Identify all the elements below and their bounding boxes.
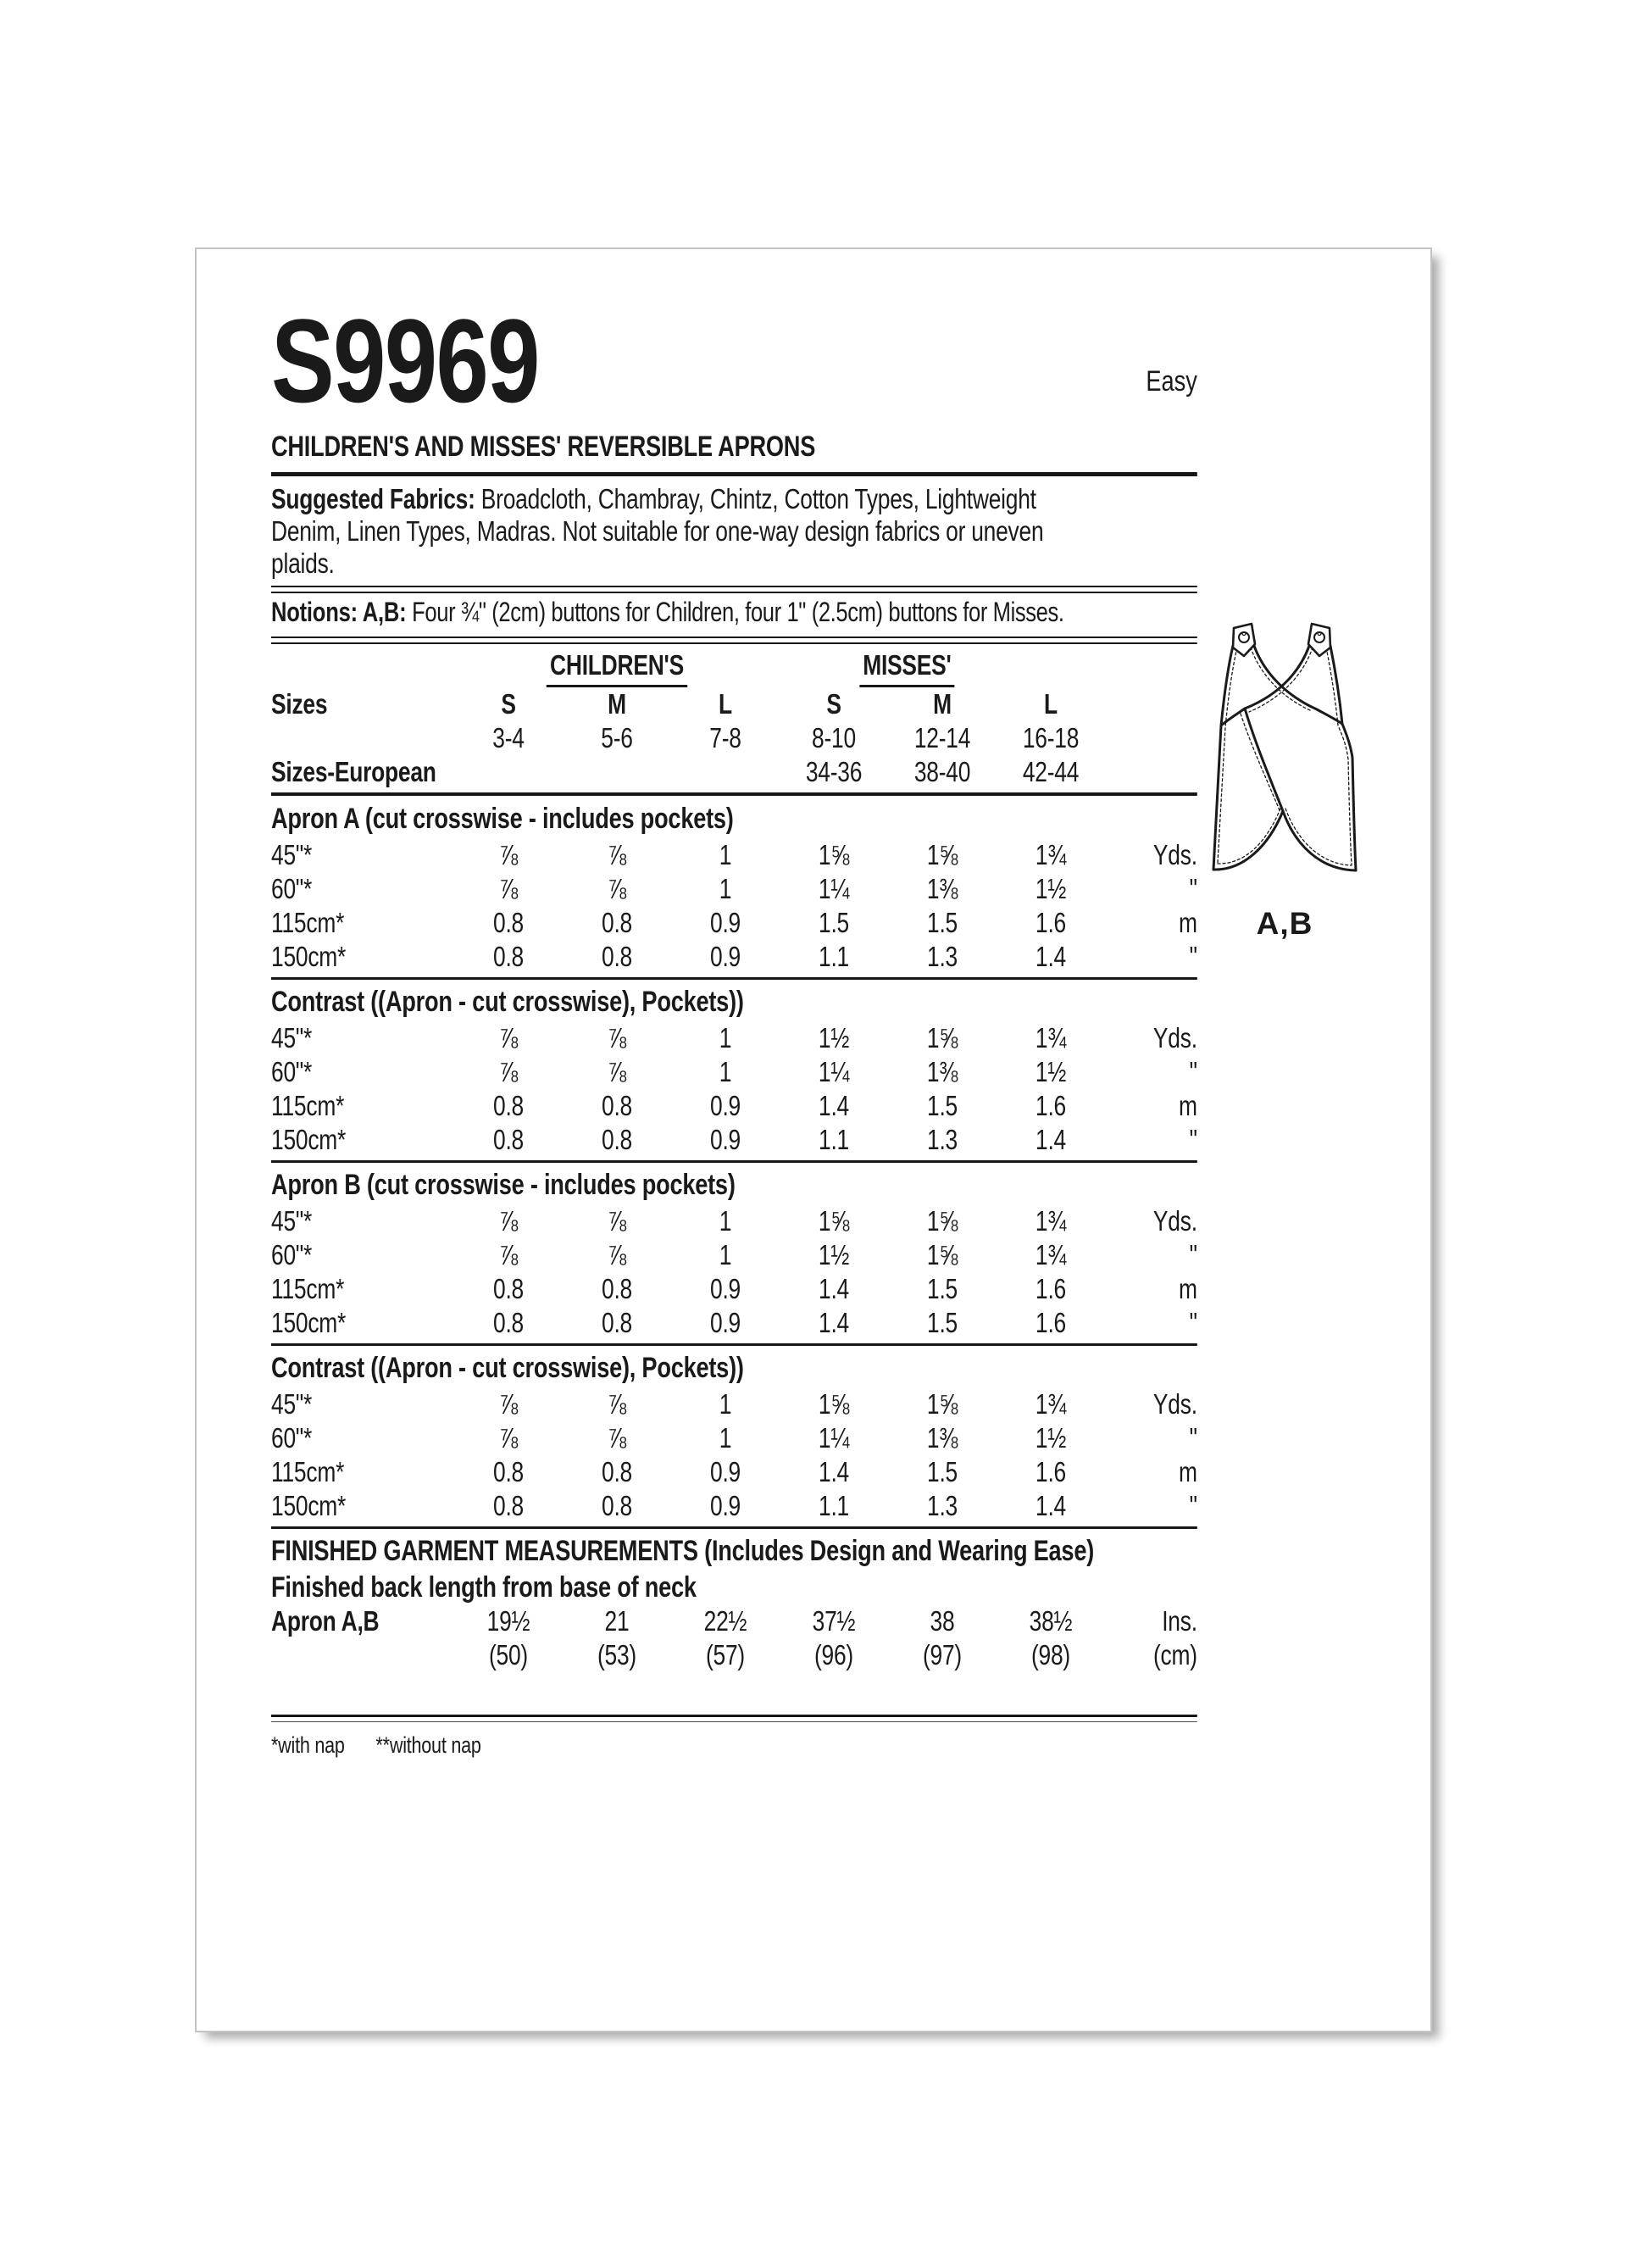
children-group-header: CHILDREN'S (454, 646, 780, 687)
table-row: 115cm* 0.8 0.8 0.9 1.4 1.5 1.6 m (271, 1090, 1197, 1121)
apron-illustration (1207, 588, 1415, 942)
fabrics-line-1: Suggested Fabrics: Broadcloth, Chambray, Chintz, Cotton Types, Lightweight (271, 483, 1036, 514)
finished-cm-row: (50) (53) (57) (96) (97) (98) (cm) (489, 1639, 1197, 1670)
garment-title: CHILDREN'S AND MISSES' REVERSIBLE APRONS (271, 431, 816, 463)
section-rule (271, 1343, 1197, 1346)
table-row: 60"* ⅞ ⅞ 1 1½ 1⅝ 1¾ " (271, 1239, 1197, 1270)
apron-views-label: A,B (1256, 906, 1313, 941)
section-rule (271, 977, 1197, 980)
yardage-table (271, 646, 1197, 1672)
misses-group-header: MISSES' (780, 646, 1105, 687)
european-sizes-row: Sizes-European 34-36 38-40 42-44 (271, 756, 1080, 787)
pattern-number: S9969 (271, 294, 539, 427)
without-nap-note: **without nap (375, 1732, 481, 1758)
sizes-row: Sizes S M L S M L (271, 688, 1058, 720)
table-row: 60"* ⅞ ⅞ 1 1¼ 1⅜ 1½ " (271, 1422, 1197, 1454)
notions-rule (271, 636, 1197, 644)
fabrics-line-3: plaids. (271, 548, 335, 579)
table-row: 60"* ⅞ ⅞ 1 1¼ 1⅜ 1½ " (271, 1056, 1197, 1087)
difficulty-label: Easy (1146, 365, 1197, 397)
title-bar (271, 249, 1197, 427)
table-row: 150cm* 0.8 0.8 0.9 1.4 1.5 1.6 " (271, 1307, 1197, 1338)
fabrics-rule (271, 586, 1197, 593)
table-row: 45"* ⅞ ⅞ 1 1⅝ 1⅝ 1¾ Yds. (271, 1388, 1197, 1420)
with-nap-note: *with nap (271, 1732, 345, 1758)
finished-inches-row: Apron A,B 19½ 21 22½ 37½ 38 38½ Ins. (271, 1605, 1197, 1637)
pattern-instruction-sheet (195, 247, 1432, 2032)
section-title-contrast-a: Contrast ((Apron - cut crosswise), Pockets)) (271, 986, 744, 1018)
section-title-apron-b: Apron B (cut crosswise - includes pockets) (271, 1169, 736, 1201)
table-row: 60"* ⅞ ⅞ 1 1¼ 1⅜ 1½ " (271, 873, 1197, 904)
table-row: 150cm* 0.8 0.8 0.9 1.1 1.3 1.4 " (271, 1124, 1197, 1155)
table-row: 115cm* 0.8 0.8 0.9 1.4 1.5 1.6 m (271, 1273, 1197, 1304)
section-rule (271, 1526, 1197, 1529)
title-rule (271, 472, 1197, 476)
table-row: 45"* ⅞ ⅞ 1 1⅝ 1⅝ 1¾ Yds. (271, 839, 1197, 870)
fabrics-line-2: Denim, Linen Types, Madras. Not suitable for one-way design fabrics or uneven (271, 515, 1044, 547)
suggested-fabrics (271, 483, 1197, 580)
notions-label: Notions: A,B: (271, 597, 407, 627)
finished-back-length-subheader: Finished back length from base of neck (271, 1571, 697, 1604)
table-row: 45"* ⅞ ⅞ 1 1½ 1⅝ 1¾ Yds. (271, 1022, 1197, 1053)
fabrics-label: Suggested Fabrics: (271, 483, 475, 514)
footnote-rule (271, 1715, 1197, 1722)
table-row: 45"* ⅞ ⅞ 1 1⅝ 1⅝ 1¾ Yds. (271, 1205, 1197, 1237)
table-row: 115cm* 0.8 0.8 0.9 1.5 1.5 1.6 m (271, 907, 1197, 938)
size-ranges-row: 3-4 5-6 7-8 8-10 12-14 16-18 (492, 722, 1080, 753)
nap-footnote (271, 1730, 1197, 1760)
section-title-apron-a: Apron A (cut crosswise - includes pockets) (271, 803, 734, 835)
section-title-contrast-b: Contrast ((Apron - cut crosswise), Pockets)) (271, 1352, 744, 1384)
table-row: 150cm* 0.8 0.8 0.9 1.1 1.3 1.4 " (271, 1490, 1197, 1521)
sizes-rule (271, 792, 1197, 796)
finished-measurements-header: FINISHED GARMENT MEASUREMENTS (Includes Design and Wearing Ease) (271, 1535, 1095, 1567)
crossback-apron-drawing (1207, 588, 1410, 876)
table-row: 150cm* 0.8 0.8 0.9 1.1 1.3 1.4 " (271, 941, 1197, 972)
group-header-row (271, 646, 1197, 687)
notions-line: Notions: A,B: Four ¾" (2cm) buttons for Children, four 1" (2.5cm) buttons for Misses. (271, 597, 1064, 627)
section-rule (271, 1160, 1197, 1163)
sheet-content (271, 249, 1197, 1760)
table-row: 115cm* 0.8 0.8 0.9 1.4 1.5 1.6 m (271, 1456, 1197, 1487)
